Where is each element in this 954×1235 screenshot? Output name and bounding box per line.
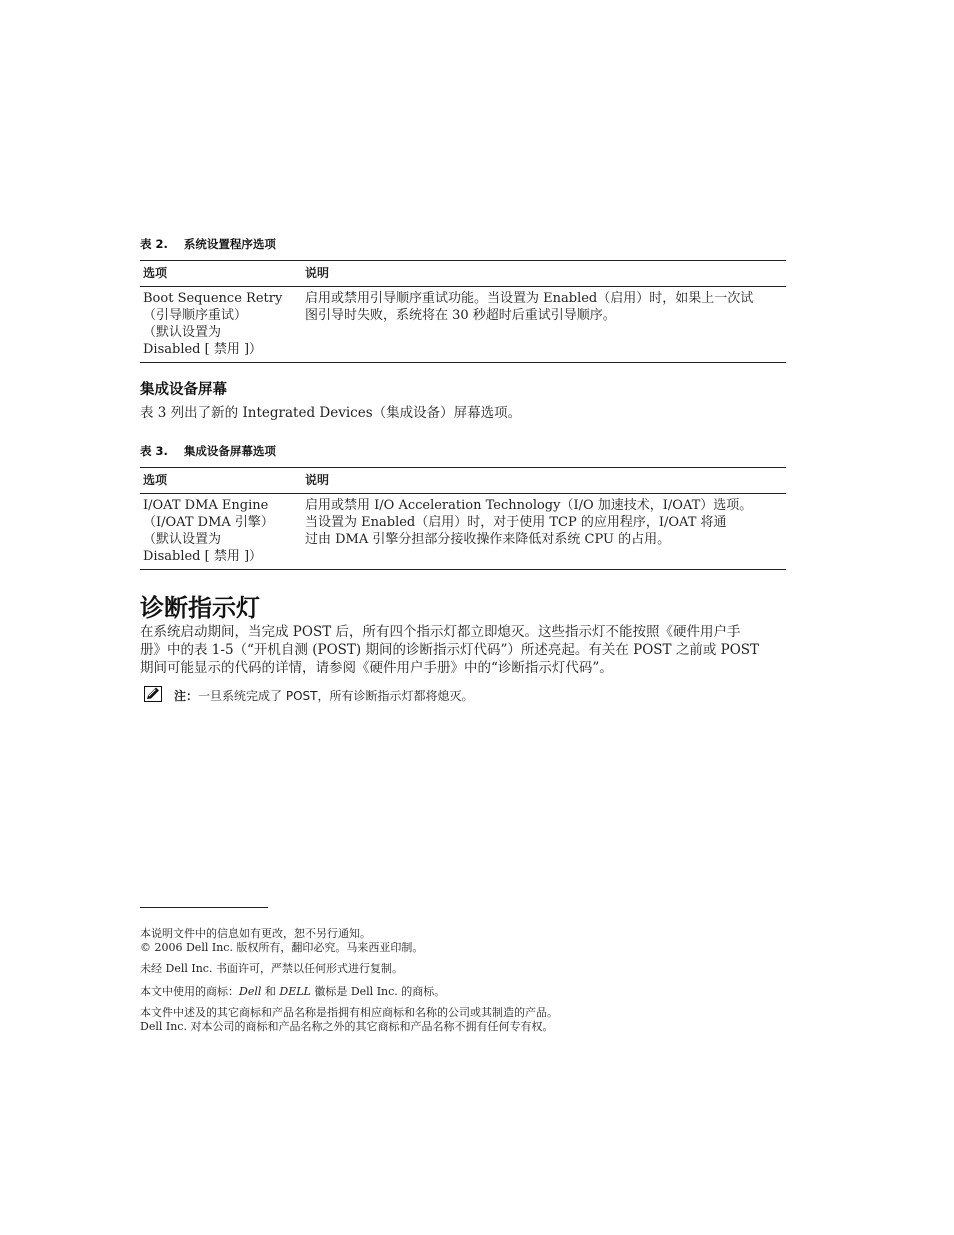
description-line: 启用或禁用 I/O Acceleration Technology（I/O 加速技术，I/OAT）选项。 [305,498,753,513]
note-text: 一旦系统完成了 POST，所有诊断指示灯都将熄灭。 [198,689,474,703]
footer-text: 和 [261,985,280,998]
footer-line: 本说明文件中的信息如有更改，恕不另行通知。 [140,927,371,940]
option-line: （默认设置为 [143,325,222,340]
footer-trademark-dell-caps: DELL [279,985,311,998]
integrated-devices-text: 表 3 列出了新的 Integrated Devices（集成设备）屏幕选项。 [140,405,522,421]
footer-line: 未经 Dell Inc. 书面许可，严禁以任何形式进行复制。 [140,962,403,975]
table-3 [140,467,786,570]
section-heading-integrated-devices: 集成设备屏幕 [140,382,227,398]
paragraph-line: 期间可能显示的代码的详情，请参阅《硬件用户手册》中的“诊断指示灯代码”。 [140,660,613,676]
diagnostic-indicators-heading: 诊断指示灯 [140,594,260,622]
table-2-caption [140,236,276,252]
paragraph-line: 在系统启动期间，当完成 POST 后，所有四个指示灯都立即熄灭。这些指示灯不能按照《硬件用户手 [140,624,741,640]
table-2-header-option: 选项 [140,261,302,287]
table-2-description-cell [302,287,786,363]
footer-rights [140,1006,660,1034]
footer-line: Dell Inc. 对本公司的商标和产品名称之外的其它商标和产品名称不拥有任何专有权。 [140,1020,554,1033]
table-3-header-description: 说明 [302,468,786,494]
description-line: 启用或禁用引导顺序重试功能。当设置为 Enabled（启用）时，如果上一次试 [305,291,754,306]
table-2-title: 系统设置程序选项 [183,237,276,251]
note-pencil-icon [144,686,162,705]
table-row [140,494,786,570]
description-line: 当设置为 Enabled（启用）时，对于使用 TCP 的应用程序，I/OAT 将通 [305,515,727,530]
note [144,686,473,705]
table-2 [140,260,786,363]
table-row [140,287,786,363]
table-2-header-description: 说明 [302,261,786,287]
footer-line: 本文件中述及的其它商标和产品名称是指拥有相应商标和名称的公司或其制造的产品。 [140,1006,558,1019]
table-3-description-cell [302,494,786,570]
table-3-title: 集成设备屏幕选项 [183,444,276,458]
description-line: 过由 DMA 引擎分担部分接收操作来降低对系统 CPU 的占用。 [305,532,671,547]
footer-line: © 2006 Dell Inc. 版权所有，翻印必究。马来西亚印制。 [140,941,424,954]
option-line: Disabled [ 禁用 ]） [143,549,263,564]
table-3-number: 表 3. [140,444,168,458]
diagnostics-paragraph [140,623,812,677]
option-line: Disabled [ 禁用 ]） [143,342,263,357]
note-label: 注： [174,689,199,703]
footer-trademark-dell: Dell [239,985,262,998]
table-3-option-cell [140,494,302,570]
option-line: （I/OAT DMA 引擎） [143,515,274,530]
description-line: 图引导时失败，系统将在 30 秒超时后重试引导顺序。 [305,308,616,323]
option-line: （默认设置为 [143,532,222,547]
option-line: （引导顺序重试） [143,308,248,323]
footer-text: 徽标是 Dell Inc. 的商标。 [310,985,446,998]
option-line: Boot Sequence Retry [143,291,283,306]
footer-divider [140,907,268,908]
table-2-number: 表 2. [140,237,168,251]
option-line: I/OAT DMA Engine [143,498,269,513]
paragraph-line: 册》中的表 1-5（“开机自测 (POST) 期间的诊断指示灯代码”）所述亮起。有关在 POST 之前或 POST [140,642,760,658]
table-3-header-option: 选项 [140,468,302,494]
footer-text: 本文中使用的商标： [140,985,239,998]
footer-notice [140,927,660,955]
table-3-caption [140,443,276,459]
table-2-option-cell [140,287,302,363]
footer-trademark [140,985,660,999]
